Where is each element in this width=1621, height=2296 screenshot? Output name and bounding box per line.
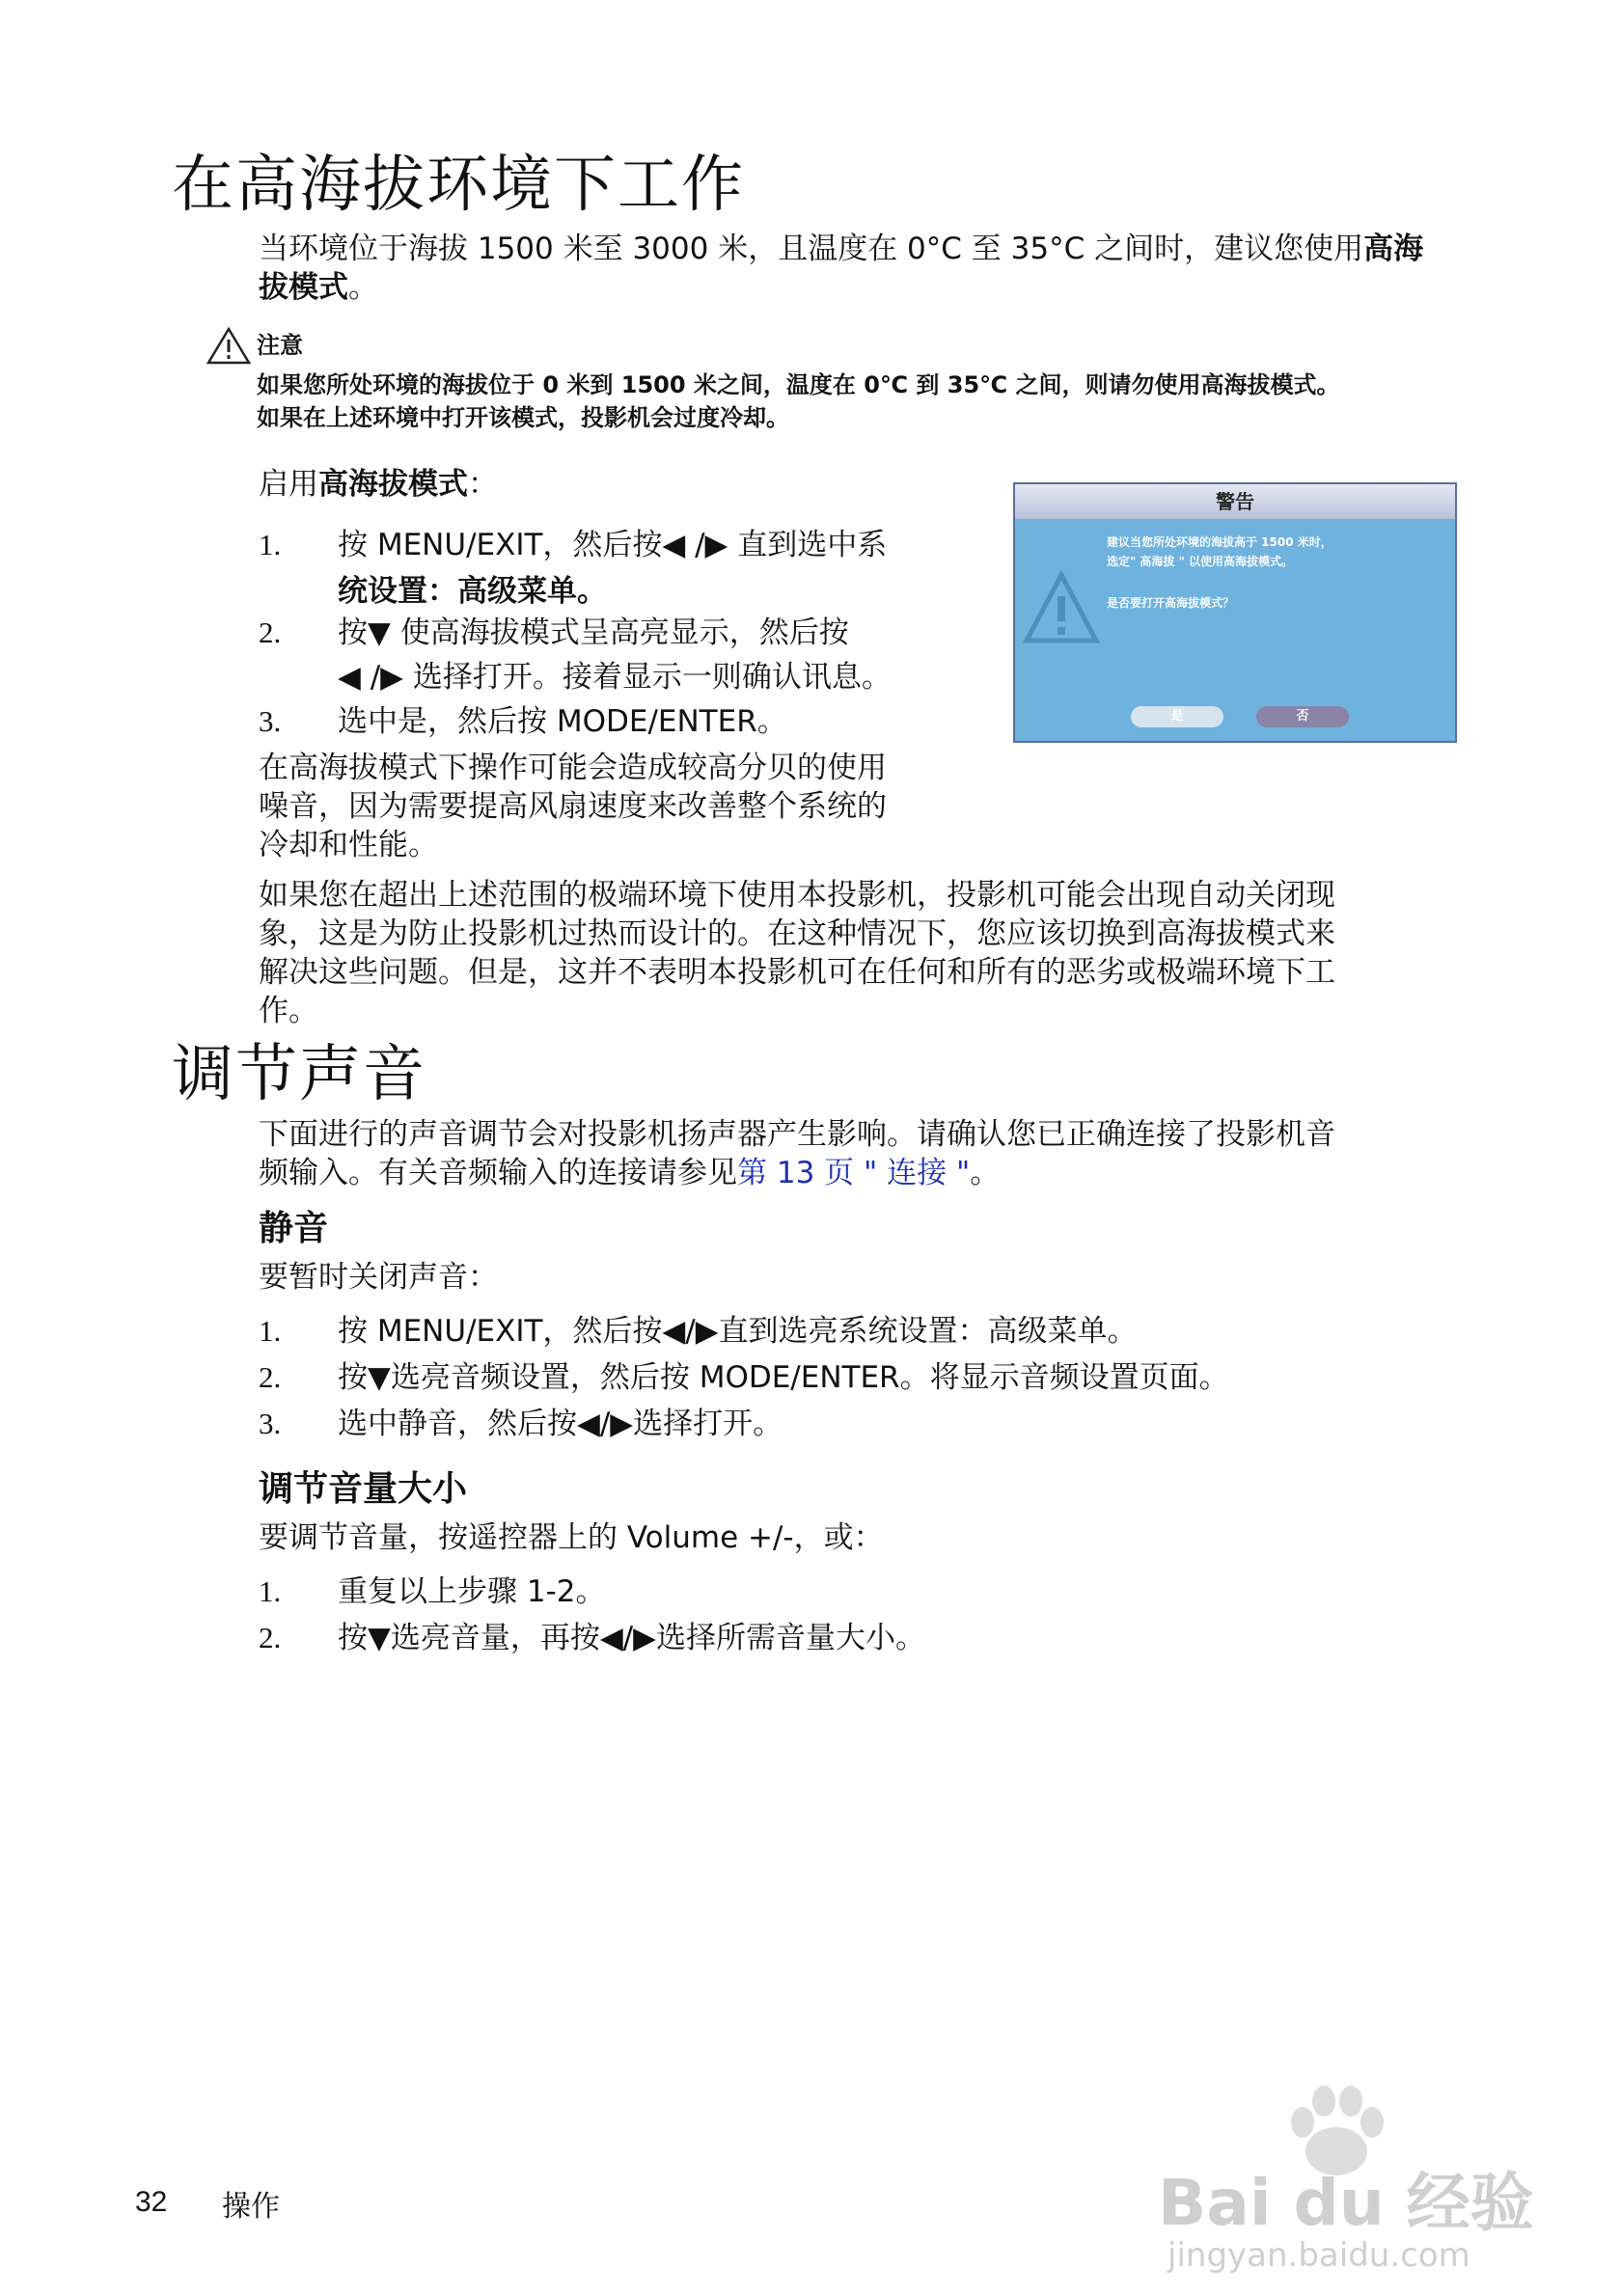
paragraph-line: 冷却和性能。 [259,828,438,862]
enable-end: ： [468,467,498,502]
paragraph-line: 解决这些问题。但是，这并不表明本投影机可在任何和所有的恶劣或极端环境下工 [259,955,1335,990]
dialog-yes-button[interactable]: 是 [1131,706,1223,727]
high-altitude-intro [259,230,1474,307]
note-line-2: 如果在上述环境中打开该模式，投影机会过度冷却。 [257,404,789,431]
dialog-warning-icon [1023,569,1100,650]
step-number: 2. [259,615,282,649]
noise-paragraph [259,749,887,864]
list-item [259,614,992,700]
step-text: ◀ /▶ 选择打开。接着显示一则确认讯息。 [338,660,892,695]
step-text: 按 MENU/EXIT，然后按◀/▶直到选亮系统设置：高级菜单。 [338,1314,1138,1349]
mute-heading: 静音 [259,1209,329,1248]
list-item [259,1619,1416,1657]
page-number: 32 [135,2186,168,2218]
volume-heading: 调节音量大小 [259,1469,468,1509]
enable-lead [259,465,498,504]
intro-bold: 高海 [1363,232,1424,266]
sound-intro [259,1115,1335,1192]
note-label: 注意 [257,332,303,359]
step-text: 选中静音，然后按◀/▶选择打开。 [338,1407,783,1441]
paragraph-line: 在高海拔模式下操作可能会造成较高分贝的使用 [259,751,887,785]
warning-triangle-icon [206,326,251,369]
step-text: 按▼ 使高海拔模式呈高亮显示，然后按 [338,615,849,650]
step-number: 1. [259,1574,282,1608]
list-item [259,702,992,741]
paragraph-line: 象，这是为防止投影机过热而设计的。在这种情况下，您应该切换到高海拔模式来 [259,916,1335,951]
enable-bold: 高海拔模式 [318,467,468,502]
step-number: 3. [259,1407,282,1440]
watermark-brand: Bai du 经验 [1158,2166,1534,2240]
step-number: 3. [259,704,282,738]
step-text: 按▼选亮音频设置，然后按 MODE/ENTER。将显示音频设置页面。 [338,1360,1229,1395]
step-number: 1. [259,1314,282,1348]
dialog-message-line: 建议当您所处环境的海拔高于 1500 米时， [1107,535,1333,549]
paragraph-line: 频输入。有关音频输入的连接请参见 [259,1156,737,1190]
step-number: 2. [259,1360,282,1394]
paragraph-line: 如果您在超出上述范围的极端环境下使用本投影机，投影机可能会出现自动关闭现 [259,878,1335,913]
step-text: 按▼选亮音量，再按◀/▶选择所需音量大小。 [338,1621,925,1655]
step-text: 统设置：高级菜单。 [338,574,607,609]
dialog-message-line: 选定" 高海拔 " 以使用高海拔模式。 [1107,555,1294,568]
step-text: 重复以上步骤 1-2。 [338,1574,606,1609]
extreme-paragraph [259,876,1335,1030]
list-item [259,1358,1416,1397]
connection-page-link[interactable]: 第 13 页 " 连接 " [737,1156,971,1190]
paragraph-line: 下面进行的声音调节会对投影机扬声器产生影响。请确认您已正确连接了投影机音 [259,1117,1335,1152]
paragraph-line: 噪音，因为需要提高风扇速度来改善整个系统的 [259,789,887,824]
dialog-message [1107,533,1333,571]
intro-text: 当环境位于海拔 1500 米至 3000 米，且温度在 0°C 至 35°C 之间时，建议您使用 [259,232,1364,266]
intro-end: 。 [348,270,378,305]
volume-lead: 要调节音量，按遥控器上的 Volume +/-，或： [259,1520,884,1555]
intro-bold-2: 拔模式 [259,270,348,305]
section-title-high-altitude: 在高海拔环境下工作 [172,150,745,221]
paragraph-end: 。 [970,1156,1001,1190]
step-number: 2. [259,1621,282,1654]
dialog-no-button[interactable]: 否 [1256,706,1349,727]
section-title-sound: 调节声音 [172,1039,426,1110]
list-item [259,526,992,613]
list-item [259,1312,1416,1351]
footer-section: 操作 [222,2190,280,2224]
warning-dialog [1013,482,1457,743]
list-item [259,1572,1416,1611]
mute-lead: 要暂时关闭声音： [259,1260,498,1295]
dialog-title: 警告 [1015,484,1455,519]
paragraph-line: 作。 [259,994,318,1028]
note-line-1: 如果您所处环境的海拔位于 0 米到 1500 米之间，温度在 0℃ 到 35℃ 之间，则请勿使用高海拔模式。 [257,371,1340,398]
dialog-question: 是否要打开高海拔模式？ [1107,596,1235,610]
step-number: 1. [259,528,282,561]
enable-text: 启用 [259,467,318,502]
list-item [259,1405,1416,1443]
step-text: 选中是，然后按 MODE/ENTER。 [338,704,787,739]
step-text: 按 MENU/EXIT，然后按◀ /▶ 直到选中系 [338,528,888,562]
watermark-url: jingyan.baidu.com [1168,2236,1470,2275]
